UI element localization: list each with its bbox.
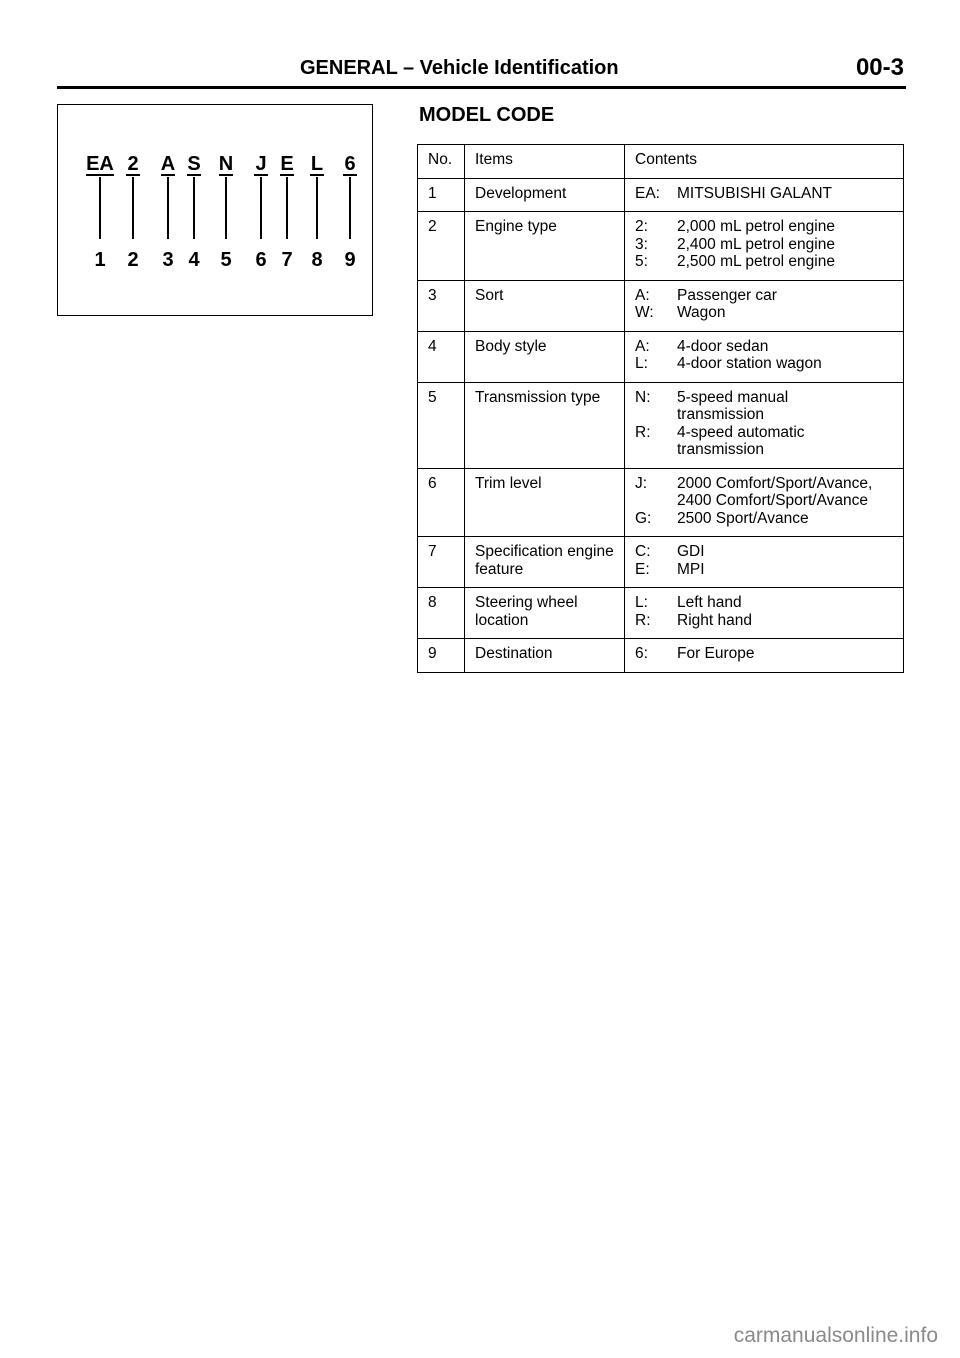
content-description — [677, 424, 895, 459]
model-code-diagram — [57, 104, 373, 316]
item-line: location — [475, 611, 529, 629]
description-line: 4-door sedan — [677, 337, 769, 355]
table-row — [418, 588, 904, 639]
code-letter: J — [255, 153, 267, 175]
content-entry — [635, 185, 895, 203]
cell-items — [465, 468, 625, 537]
cell-no: 2 — [418, 212, 465, 281]
cell-no: 5 — [418, 382, 465, 468]
content-entry — [635, 543, 895, 561]
cell-contents — [625, 280, 904, 331]
cell-contents — [625, 588, 904, 639]
content-code: G: — [635, 509, 652, 527]
content-code: J: — [635, 474, 648, 492]
position-number: 1 — [94, 249, 106, 271]
section-title: MODEL CODE — [419, 104, 555, 126]
content-code: E: — [635, 560, 650, 578]
content-code: N: — [635, 388, 651, 406]
description-line: 5-speed manual — [677, 388, 789, 406]
content-description — [677, 253, 895, 271]
code-letter: 6 — [344, 153, 356, 175]
content-description — [677, 287, 895, 305]
content-entry — [635, 475, 895, 510]
cell-no: 7 — [418, 537, 465, 588]
description-line: 4-door station wagon — [677, 355, 822, 372]
description-line: Passenger car — [677, 286, 777, 304]
table-row — [418, 280, 904, 331]
position-number: 3 — [162, 249, 174, 271]
cell-no: 3 — [418, 280, 465, 331]
content-entry — [635, 389, 895, 424]
item-line: Sort — [475, 286, 504, 304]
item-line: feature — [475, 560, 524, 578]
content-description — [677, 236, 895, 254]
table-row — [418, 331, 904, 382]
position-number: 6 — [255, 249, 267, 271]
content-code: R: — [635, 423, 651, 441]
description-line: For Europe — [677, 645, 755, 662]
table-row — [418, 178, 904, 212]
item-line: Development — [475, 184, 567, 202]
content-entry — [635, 561, 895, 579]
content-entry — [635, 304, 895, 322]
cell-contents — [625, 212, 904, 281]
code-letter: E — [280, 153, 294, 175]
description-line: 2,500 mL petrol engine — [677, 253, 835, 270]
cell-items — [465, 588, 625, 639]
page-number: 00-3 — [855, 54, 904, 81]
content-description — [677, 594, 895, 612]
cell-items — [465, 537, 625, 588]
item-line: Specification engine — [475, 543, 614, 560]
content-code: EA: — [635, 184, 660, 202]
cell-no: 9 — [418, 639, 465, 673]
cell-contents — [625, 468, 904, 537]
table-row — [418, 468, 904, 537]
position-number: 8 — [311, 249, 323, 271]
item-line: Trim level — [475, 474, 542, 492]
code-letter: S — [187, 153, 201, 175]
content-description — [677, 510, 895, 528]
content-entry — [635, 594, 895, 612]
cell-items — [465, 212, 625, 281]
position-number: 4 — [188, 249, 200, 271]
content-entry — [635, 612, 895, 630]
content-code: C: — [635, 543, 651, 560]
content-entry — [635, 338, 895, 356]
cell-items — [465, 382, 625, 468]
description-line: Wagon — [677, 304, 726, 321]
content-code: 2: — [635, 218, 648, 235]
cell-items — [465, 178, 625, 212]
cell-contents — [625, 178, 904, 212]
table-row — [418, 639, 904, 673]
content-entry — [635, 424, 895, 459]
content-description — [677, 561, 895, 579]
item-line: Destination — [475, 645, 553, 662]
model-code-diagram-svg — [58, 105, 371, 314]
cell-no: 6 — [418, 468, 465, 537]
content-entry — [635, 253, 895, 271]
description-line: MITSUBISHI GALANT — [677, 184, 833, 202]
content-description — [677, 543, 895, 561]
description-line: transmission — [677, 406, 764, 423]
cell-contents — [625, 537, 904, 588]
header-cell-contents: Contents — [625, 145, 904, 179]
cell-items — [465, 331, 625, 382]
header-rule — [57, 86, 906, 89]
description-line: transmission — [677, 441, 764, 458]
description-line: 2500 Sport/Avance — [677, 509, 809, 527]
item-line: Transmission type — [475, 388, 601, 406]
table-header-row — [418, 145, 904, 179]
item-line: Engine type — [475, 218, 557, 235]
content-description — [677, 304, 895, 322]
content-code: A: — [635, 337, 650, 355]
model-code-table — [417, 144, 904, 673]
content-entry — [635, 236, 895, 254]
cell-items — [465, 280, 625, 331]
content-code: 5: — [635, 253, 648, 270]
content-description — [677, 355, 895, 373]
content-code: L: — [635, 594, 648, 611]
position-number: 7 — [281, 249, 293, 271]
table-row — [418, 212, 904, 281]
code-letter: L — [310, 153, 324, 175]
footer-watermark: carmanualsonline.info — [733, 1324, 938, 1347]
description-line: GDI — [677, 543, 705, 560]
header-cell-no: No. — [418, 145, 465, 179]
cell-items — [465, 639, 625, 673]
description-line: 2,000 mL petrol engine — [677, 218, 835, 235]
description-line: MPI — [677, 560, 705, 578]
item-line: Steering wheel — [475, 594, 578, 611]
content-description — [677, 475, 895, 510]
item-line: Body style — [475, 337, 547, 355]
description-line: 2400 Comfort/Sport/Avance — [677, 492, 868, 509]
content-description — [677, 218, 895, 236]
position-number: 9 — [344, 249, 356, 271]
table-row — [418, 537, 904, 588]
description-line: Left hand — [677, 594, 742, 611]
position-number: 2 — [127, 249, 139, 271]
cell-contents — [625, 382, 904, 468]
description-line: Right hand — [677, 611, 752, 629]
content-entry — [635, 287, 895, 305]
content-description — [677, 612, 895, 630]
cell-no: 4 — [418, 331, 465, 382]
code-letter: A — [160, 153, 176, 175]
content-code: L: — [635, 355, 648, 372]
description-line: 4-speed automatic — [677, 423, 805, 441]
content-entry — [635, 355, 895, 373]
content-entry — [635, 510, 895, 528]
description-line: 2,400 mL petrol engine — [677, 235, 835, 253]
cell-contents — [625, 639, 904, 673]
page-header-title: GENERAL – Vehicle Identification — [300, 57, 619, 79]
content-description — [677, 338, 895, 356]
code-letter: EA — [86, 153, 114, 175]
code-letter: 2 — [127, 153, 139, 175]
content-description — [677, 185, 895, 203]
content-code: A: — [635, 286, 650, 304]
cell-no: 8 — [418, 588, 465, 639]
content-entry — [635, 218, 895, 236]
content-description — [677, 389, 895, 424]
content-code: 6: — [635, 645, 648, 662]
description-line: 2000 Comfort/Sport/Avance, — [677, 474, 873, 492]
content-entry — [635, 645, 895, 663]
code-letter: N — [218, 153, 234, 175]
content-description — [677, 645, 895, 663]
table-row — [418, 382, 904, 468]
content-code: R: — [635, 611, 651, 629]
content-code: W: — [635, 304, 654, 321]
header-cell-items: Items — [465, 145, 625, 179]
cell-no: 1 — [418, 178, 465, 212]
content-code: 3: — [635, 235, 648, 253]
position-number: 5 — [220, 249, 232, 271]
cell-contents — [625, 331, 904, 382]
